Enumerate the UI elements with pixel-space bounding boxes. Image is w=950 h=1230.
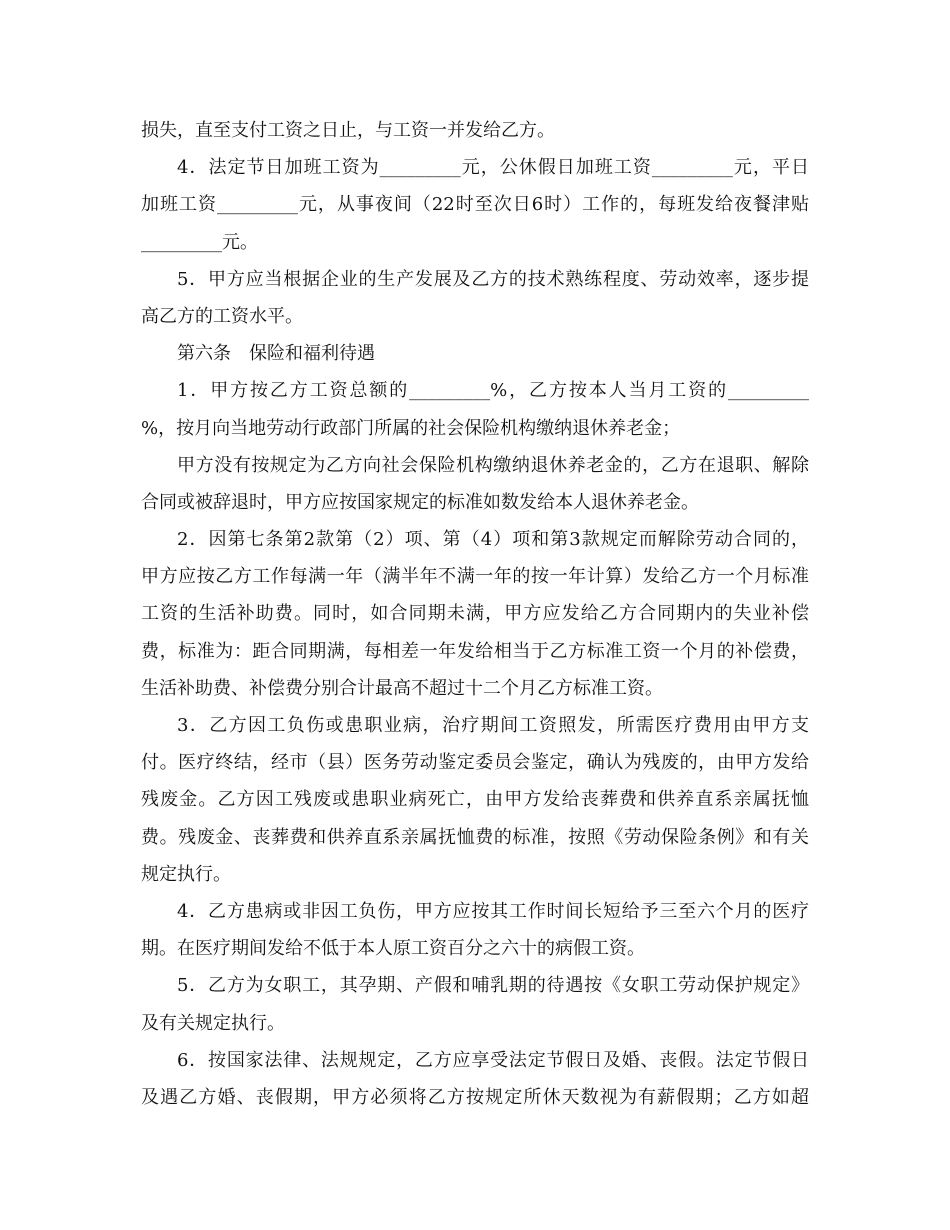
text-line: 费。残废金、丧葬费和供养直系亲属抚恤费的标准，按照《劳动保险条例》和有关 [141, 826, 809, 848]
document-body [141, 112, 809, 1116]
text-line: 高乙方的工资水平。 [141, 305, 303, 327]
text-line: 损失，直至支付工资之日止，与工资一并发给乙方。 [141, 120, 555, 141]
text-line: 合同或被辞退时，甲方应按国家规定的标准如数发给本人退休养老金。 [141, 491, 699, 513]
text-line: 及有关规定执行。 [141, 1012, 285, 1034]
text-line: 付。医疗终结，经市（县）医务劳动鉴定委员会鉴定，确认为残废的，由甲方发给 [141, 752, 809, 774]
text-line: 及遇乙方婚、丧假期，甲方必须将乙方按规定所休天数视为有薪假期；乙方如超 [141, 1086, 809, 1108]
text-line: 6．按国家法律、法规规定，乙方应享受法定节假日及婚、丧假。法定节假日 [177, 1049, 809, 1071]
text-line: 甲方应按乙方工作每满一年（满半年不满一年的按一年计算）发给乙方一个月标准 [141, 566, 809, 588]
text-line: 生活补助费、补偿费分别合计最高不超过十二个月乙方标准工资。 [141, 677, 663, 699]
text-line: 加班工资_________元，从事夜间（22时至次日6时）工作的，每班发给夜餐津贴 [141, 194, 809, 216]
text-line: 规定执行。 [141, 863, 231, 885]
text-line: 5．甲方应当根据企业的生产发展及乙方的技术熟练程度、劳动效率，逐步提 [177, 268, 809, 290]
text-line: 工资的生活补助费。同时，如合同期未满，甲方应发给乙方合同期内的失业补偿 [141, 603, 809, 625]
text-line: _________元。 [141, 231, 258, 253]
text-line: 甲方没有按规定为乙方向社会保险机构缴纳退休养老金的，乙方在退职、解除 [177, 454, 809, 476]
text-line: 2．因第七条第2款第（2）项、第（4）项和第3款规定而解除劳动合同的， [177, 529, 809, 551]
text-line: 4．乙方患病或非因工负伤，甲方应按其工作时间长短给予三至六个月的医疗 [177, 900, 809, 922]
text-line: 3．乙方因工负伤或患职业病，治疗期间工资照发，所需医疗费用由甲方支 [177, 715, 809, 736]
text-line: 5．乙方为女职工，其孕期、产假和哺乳期的待遇按《女职工劳动保护规定》 [177, 975, 809, 997]
text-line: 期。在医疗期间发给不低于本人原工资百分之六十的病假工资。 [141, 938, 645, 960]
text-line: 残废金。乙方因工残废或患职业病死亡，由甲方发给丧葬费和供养直系亲属抚恤 [141, 789, 809, 811]
text-line: 费，标准为：距合同期满，每相差一年发给相当于乙方标准工资一个月的补偿费， [141, 640, 809, 662]
text-line: %，按月向当地劳动行政部门所属的社会保险机构缴纳退休养老金； [141, 417, 681, 439]
text-line: 1．甲方按乙方工资总额的_________%，乙方按本人当月工资的_________ [177, 380, 809, 402]
text-line: 4．法定节日加班工资为_________元，公休假日加班工资_________元，平日 [177, 157, 809, 179]
section-heading: 第六条 保险和福利待遇 [177, 343, 375, 365]
